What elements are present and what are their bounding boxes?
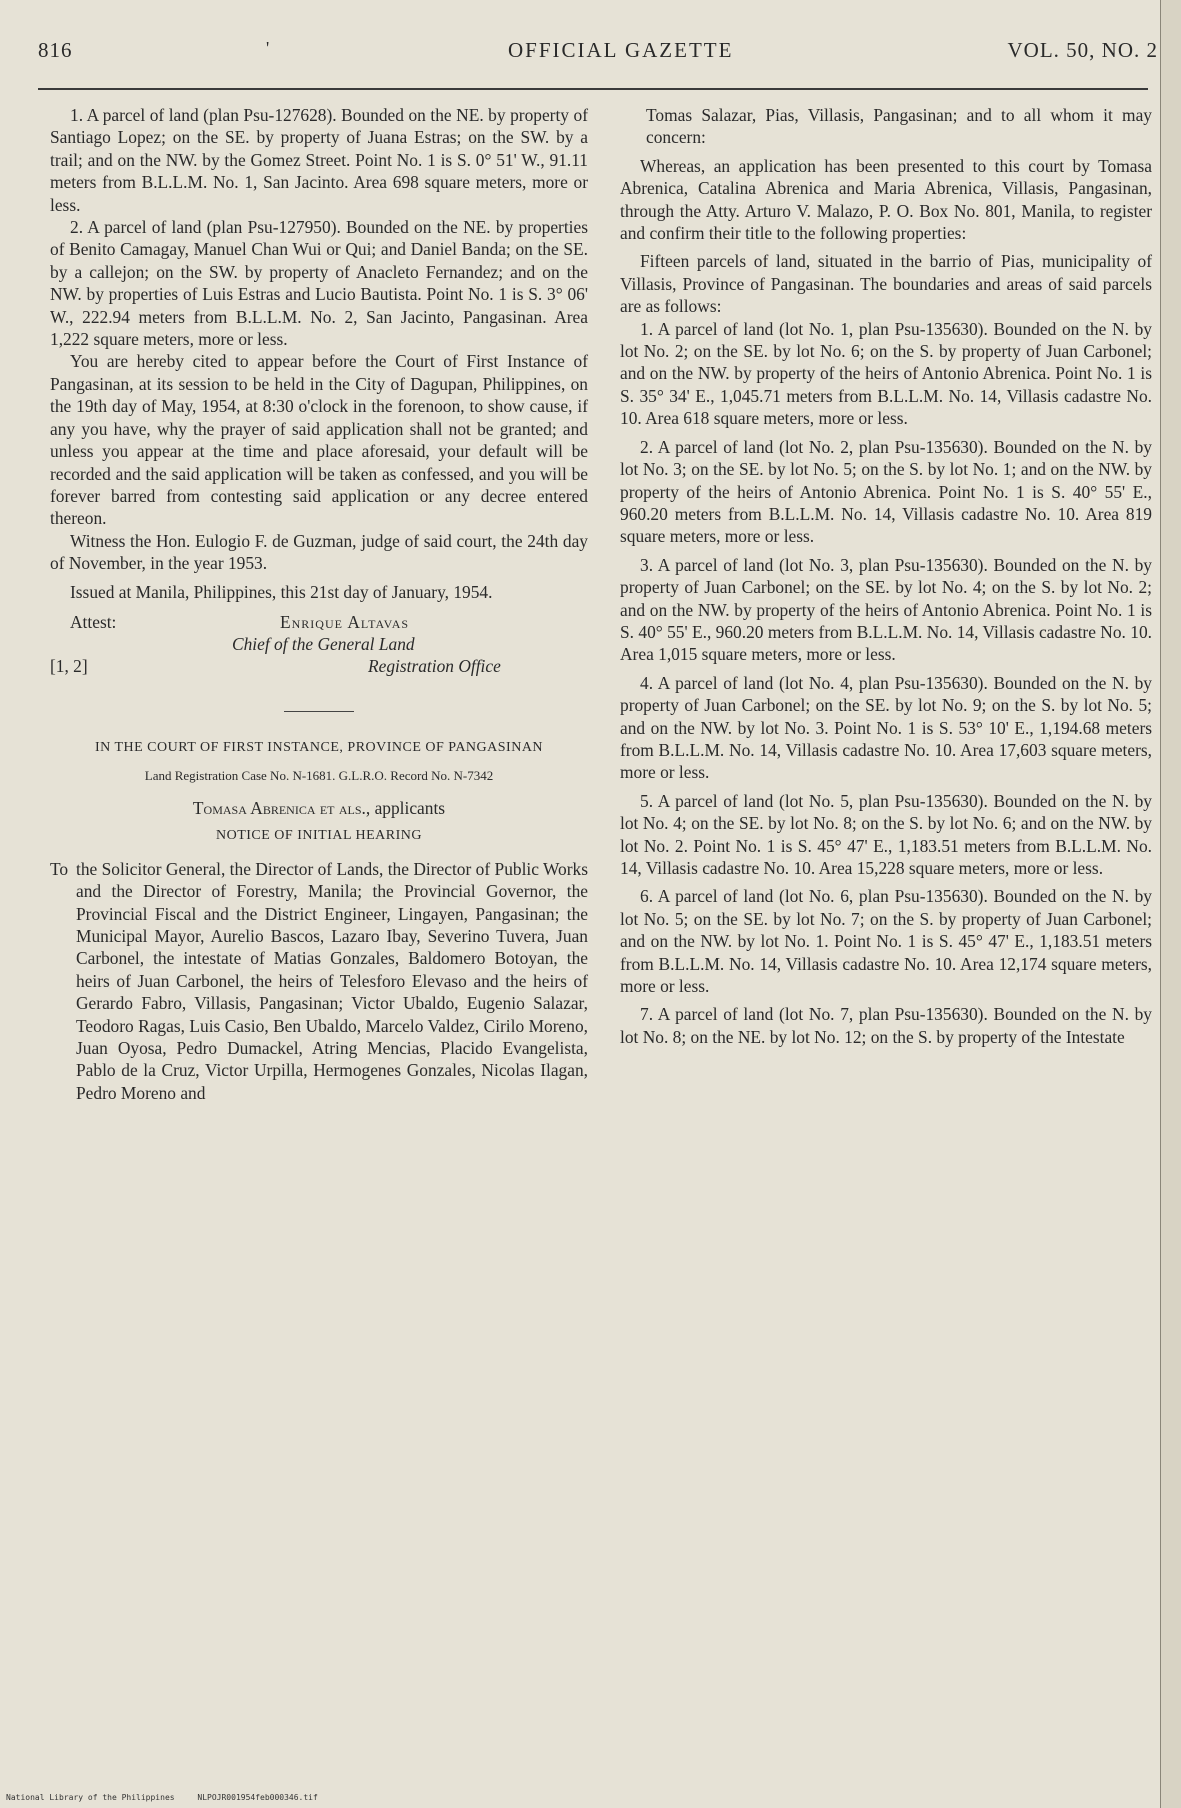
header-rule <box>38 88 1148 90</box>
court-heading: IN THE COURT OF FIRST INSTANCE, PROVINCE OF PANGASINAN <box>94 739 544 755</box>
parcel-paragraph: 6. A parcel of land (lot No. 6, plan Psu-135630). Bounded on the N. by lot No. 5; on the SE. by lot No. 7; on the S. by property of Juan Carbonel; and on the NW. by lot No. 1. Point No. 1 is S. 45° 47' E., 1,183.51 meters from B.L.L.M. No. 14, Villasis cadastre No. 10. Area 12,174 square meters, more or less. <box>620 886 1152 997</box>
whereas-paragraph: Whereas, an application has been presented to this court by Tomasa Abrenica, Catalina Abrenica and Maria Abrenica, Villasis, Pangasinan, through the Atty. Arturo V. Malazo, P. O. Box No. 801, Manila, to register and confirm their title to the following properties: <box>620 155 1152 244</box>
addressee-block <box>50 858 588 1104</box>
applicants-suffix: , applicants <box>365 797 446 818</box>
attest-label: Attest: <box>70 611 117 632</box>
attest-title: Registration Office <box>368 655 501 676</box>
citation-paragraph: You are hereby cited to appear before the Court of First Instance of Pangasinan, at its session to be held in the City of Dagupan, Philippines, on the 19th day of May, 1954, at 8:30 o'clock in the forenoon, to show cause, if any you have, why the prayer of said application shall not be granted; and unless you appear at the time and place aforesaid, your default will be recorded and the said application will be taken as confessed, and you will be forever barred from contesting said application or any decree entered thereon. <box>50 351 588 529</box>
page-marker: ' <box>266 38 271 58</box>
witness-paragraph: Witness the Hon. Eulogio F. de Guzman, judge of said court, the 24th day of November, in the year 1953. <box>50 530 588 574</box>
parcel-paragraph: 7. A parcel of land (lot No. 7, plan Psu-135630). Bounded on the N. by lot No. 8; on the NE. by lot No. 12; on the S. by property of the Intestate <box>620 1004 1152 1047</box>
parcel-paragraph: 2. A parcel of land (lot No. 2, plan Psu-135630). Bounded on the N. by lot No. 3; on the SE. by lot No. 5; on the S. by lot No. 1; and on the NW. by property of the heirs of Antonio Abrenica. Point No. 1 is S. 40° 55' E., 960.20 meters from B.L.L.M. No. 14, Villasis cadastre No. 10. Area 819 square meters, more or less. <box>620 436 1152 547</box>
parcel-paragraph: 2. A parcel of land (plan Psu-127950). Bounded on the NE. by properties of Benito Camagay, Manuel Chan Wui or Qui; and Daniel Banda; on the SE. by a callejon; on the SW. by property of Anacleto Fernandez; and on the NW. by properties of Luis Estras and Lucio Bautista. Point No. 1 is S. 3° 06' W., 222.94 meters from B.L.L.M. No. 2, San Jacinto, Pangasinan. Area 1,222 square meters, more or less. <box>50 217 588 350</box>
page-number: 816 <box>38 38 73 62</box>
parcel-paragraph: 3. A parcel of land (lot No. 3, plan Psu-135630). Bounded on the N. by property of Juan Carbonel; on the SE. by lot No. 4; on the S. by lot No. 2; and on the NW. by property of the heirs of Antonio Abrenica. Point No. 1 is S. 40° 55' E., 960.20 meters from B.L.L.M. No. 14, Villasis cadastre No. 10. Area 1,015 square meters, more or less. <box>620 554 1152 665</box>
right-column <box>620 104 1152 1048</box>
page-header <box>38 38 1158 78</box>
parcels-intro: Fifteen parcels of land, situated in the barrio of Pias, municipality of Villasis, Province of Pangasinan. The boundaries and areas of said parcels are as follows: <box>620 251 1152 317</box>
library-credit: National Library of the Philippines <box>6 1793 175 1802</box>
notice-heading: NOTICE OF INITIAL HEARING <box>215 828 422 844</box>
attest-block <box>50 611 588 681</box>
attest-reference: [1, 2] <box>50 655 88 676</box>
volume-number: VOL. 50, NO. 2 <box>1007 38 1158 62</box>
adjacent-page-edge <box>1160 0 1181 1808</box>
scan-footer <box>6 1793 336 1802</box>
parcel-paragraph: 1. A parcel of land (lot No. 1, plan Psu-135630). Bounded on the N. by lot No. 2; on the SE. by lot No. 6; on the S. by property of Juan Carbonel; and on the NW. by property of the heirs of Antonio Abrenica. Point No. 1 is S. 35° 34' E., 1,045.71 meters from B.L.L.M. No. 14, Villasis cadastre No. 10. Area 618 square meters, more or less. <box>620 318 1152 429</box>
applicants-line <box>50 797 588 819</box>
addressee-text: the Solicitor General, the Director of Lands, the Director of Public Works and the Director of Forestry, Manila; the Provincial Governor, the Provincial Fiscal and the District Engineer, Lingayen, Pangasinan; the Municipal Mayor, Aurelio Bascos, Lazaro Ibay, Severino Tuvera, Juan Carbonel, the intestate of Matias Gonzales, Baldomero Botoyan, the heirs of Juan Carbonel, the heirs of Telesforo Elevaso and the heirs of Gerardo Fabro, Villasis, Pangasinan; Victor Ubaldo, Eugenio Salazar, Teodoro Ragas, Luis Casio, Ben Ubaldo, Marcelo Valdez, Cirilo Moreno, Juan Oyosa, Pedro Dumackel, Atring Mencias, Placido Evangelista, Pablo de la Cruz, Victor Urpilla, Hermogenes Gonzales, Nicolas Ilagan, Pedro Moreno and <box>76 858 588 1103</box>
parcel-paragraph: 1. A parcel of land (plan Psu-127628). Bounded on the NE. by property of Santiago Lopez; on the SE. by property of Juana Estras; on the SW. by a trail; and on the NW. by the Gomez Street. Point No. 1 is S. 0° 51' W., 91.11 meters from B.L.L.M. No. 1, San Jacinto. Area 698 square meters, more or less. <box>50 105 588 215</box>
addressee-continuation: Tomas Salazar, Pias, Villasis, Pangasinan; and to all whom it may concern: <box>646 105 1152 148</box>
case-number: Land Registration Case No. N-1681. G.L.R.O. Record No. N-7342 <box>144 767 494 783</box>
section-divider <box>284 711 354 712</box>
parcel-paragraph: 5. A parcel of land (lot No. 5, plan Psu-135630). Bounded on the N. by lot No. 4; on the SE. by lot No. 8; on the S. by lot No. 6; and on the NW. by lot No. 2. Point No. 1 is S. 45° 47' E., 1,183.51 meters from B.L.L.M. No. 14, Villasis cadastre No. 10. Area 15,228 square meters, more or less. <box>620 790 1152 878</box>
gazette-title: OFFICIAL GAZETTE <box>508 38 734 62</box>
left-column <box>50 104 588 1104</box>
parcel-paragraph: 4. A parcel of land (lot No. 4, plan Psu-135630). Bounded on the N. by property of Juan Carbonel; on the SE. by lot No. 9; on the S. by lot No. 5; and on the NW. by lot No. 3. Point No. 1 is S. 53° 10' E., 1,194.68 meters from B.L.L.M. No. 14, Villasis cadastre No. 10. Area 17,603 square meters, more or less. <box>620 672 1152 783</box>
applicants-name: Tomasa Abrenica et als. <box>192 797 366 818</box>
attest-name: Enrique Altavas <box>280 611 410 632</box>
issued-paragraph: Issued at Manila, Philippines, this 21st day of January, 1954. <box>70 581 493 602</box>
attest-title: Chief of the General Land <box>232 633 415 654</box>
scan-file-name: NLPOJR001954feb000346.tif <box>197 1793 318 1802</box>
to-label: To <box>50 858 69 879</box>
